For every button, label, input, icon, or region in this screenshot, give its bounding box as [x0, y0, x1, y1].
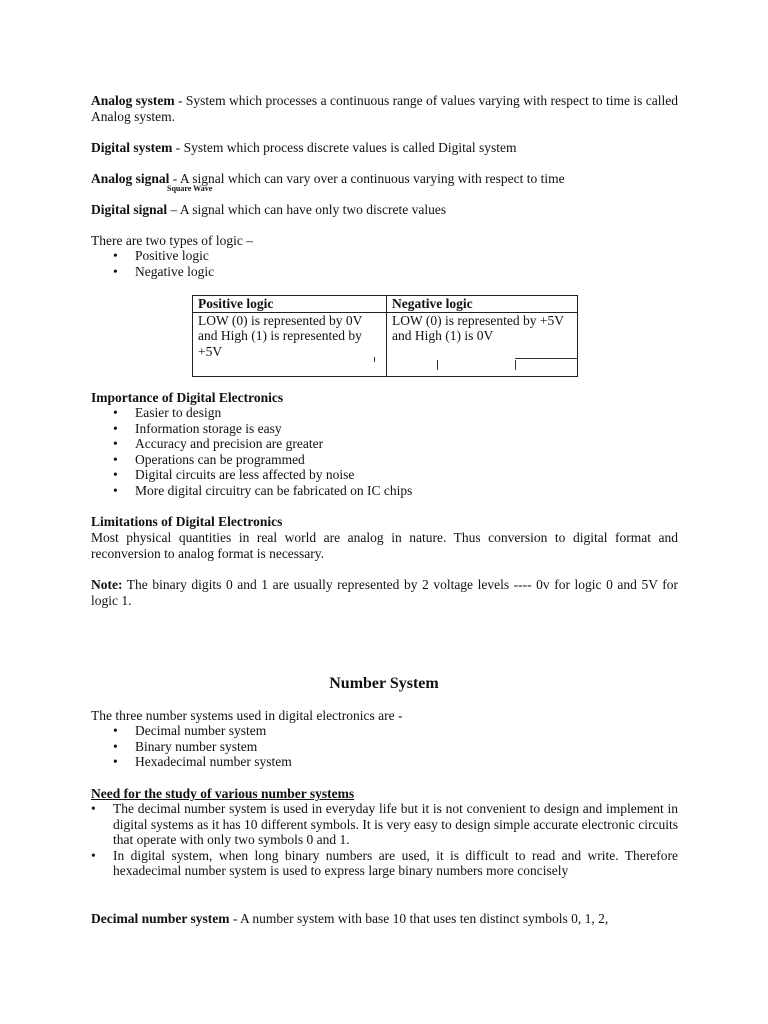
logic-types-list [113, 248, 214, 279]
list-item: • More digital circuitry can be fabricated on IC chips [113, 483, 412, 499]
decimal-definition [91, 911, 678, 927]
table-row [193, 312, 578, 376]
list-item: • Hexadecimal number system [113, 754, 292, 770]
list-item: • The decimal number system is used in everyday life but it is not convenient to design and implement in digital systems as it has 10 different symbols. It is very easy to design simple accurate electronic circuits that operate with only two symbols 0 and 1. [91, 801, 678, 848]
limitations-text: Most physical quantities in real world are analog in nature. Thus conversion to digital format and reconversion to analog format is necessary. [91, 530, 678, 561]
list-item: • In digital system, when long binary numbers are used, it is difficult to read and write. Therefore hexadecimal number system is used to express large binary numbers more concisely [91, 848, 678, 879]
list-item: • Digital circuits are less affected by noise [113, 467, 412, 483]
list-item: • Accuracy and precision are greater [113, 436, 412, 452]
wave-fragment-mark [374, 357, 375, 362]
digital-signal-definition [91, 202, 678, 218]
logic-types-intro: There are two types of logic – [91, 233, 253, 248]
section-title: Number System [329, 675, 439, 692]
list-item: • Negative logic [113, 264, 214, 280]
wave-fragment-mark [515, 360, 516, 370]
table-header-negative: Negative logic [387, 296, 578, 313]
importance-heading [91, 390, 678, 406]
square-wave-label: Square Wave [167, 184, 213, 193]
need-heading-text: Need for the study of various number systems [91, 786, 355, 801]
note-paragraph [91, 577, 678, 608]
list-item: • Binary number system [113, 739, 292, 755]
note-text: The binary digits 0 and 1 are usually represented by 2 voltage levels ---- 0v for logic 0 and 5V for logic 1. [91, 577, 678, 608]
importance-heading-text: Importance of Digital Electronics [91, 390, 284, 405]
list-item: • Information storage is easy [113, 421, 412, 437]
decimal-text: - A number system with base 10 that uses ten distinct symbols 0, 1, 2, [229, 911, 609, 926]
digital-signal-text: – A signal which can have only two discrete values [167, 202, 447, 217]
limitations-heading [91, 514, 678, 530]
importance-list [113, 405, 412, 499]
analog-signal-term: Analog signal [91, 171, 170, 186]
need-list [91, 801, 678, 879]
limitations-heading-text: Limitations of Digital Electronics [91, 514, 283, 529]
wave-fragment-mark [515, 358, 577, 359]
wave-fragment-mark [437, 360, 438, 370]
number-system-list [113, 723, 292, 770]
table-header-row [193, 296, 578, 313]
analog-system-text: - System which processes a continuous range of values varying with respect to time is called Analog system. [91, 93, 678, 124]
analog-system-definition [91, 93, 678, 124]
analog-system-term: Analog system [91, 93, 175, 108]
digital-system-term: Digital system [91, 140, 173, 155]
logic-table [192, 295, 578, 377]
list-item: • Decimal number system [113, 723, 292, 739]
decimal-term: Decimal number system [91, 911, 230, 926]
analog-signal-text: - A signal which can vary over a continuous varying with respect to time [169, 171, 565, 186]
digital-signal-term: Digital signal [91, 202, 168, 217]
table-cell-negative: LOW (0) is represented by +5V and High (1) is 0V [387, 312, 578, 376]
list-item: • Positive logic [113, 248, 214, 264]
number-system-intro: The three number systems used in digital electronics are - [91, 708, 403, 723]
list-item: • Easier to design [113, 405, 412, 421]
digital-system-text: - System which process discrete values is called Digital system [172, 140, 517, 155]
table-cell-positive: LOW (0) is represented by 0V and High (1) is represented by +5V [193, 312, 387, 376]
digital-system-definition [91, 140, 678, 156]
table-header-positive: Positive logic [193, 296, 387, 313]
note-label: Note: [91, 577, 123, 592]
need-heading [91, 786, 678, 802]
list-item: • Operations can be programmed [113, 452, 412, 468]
